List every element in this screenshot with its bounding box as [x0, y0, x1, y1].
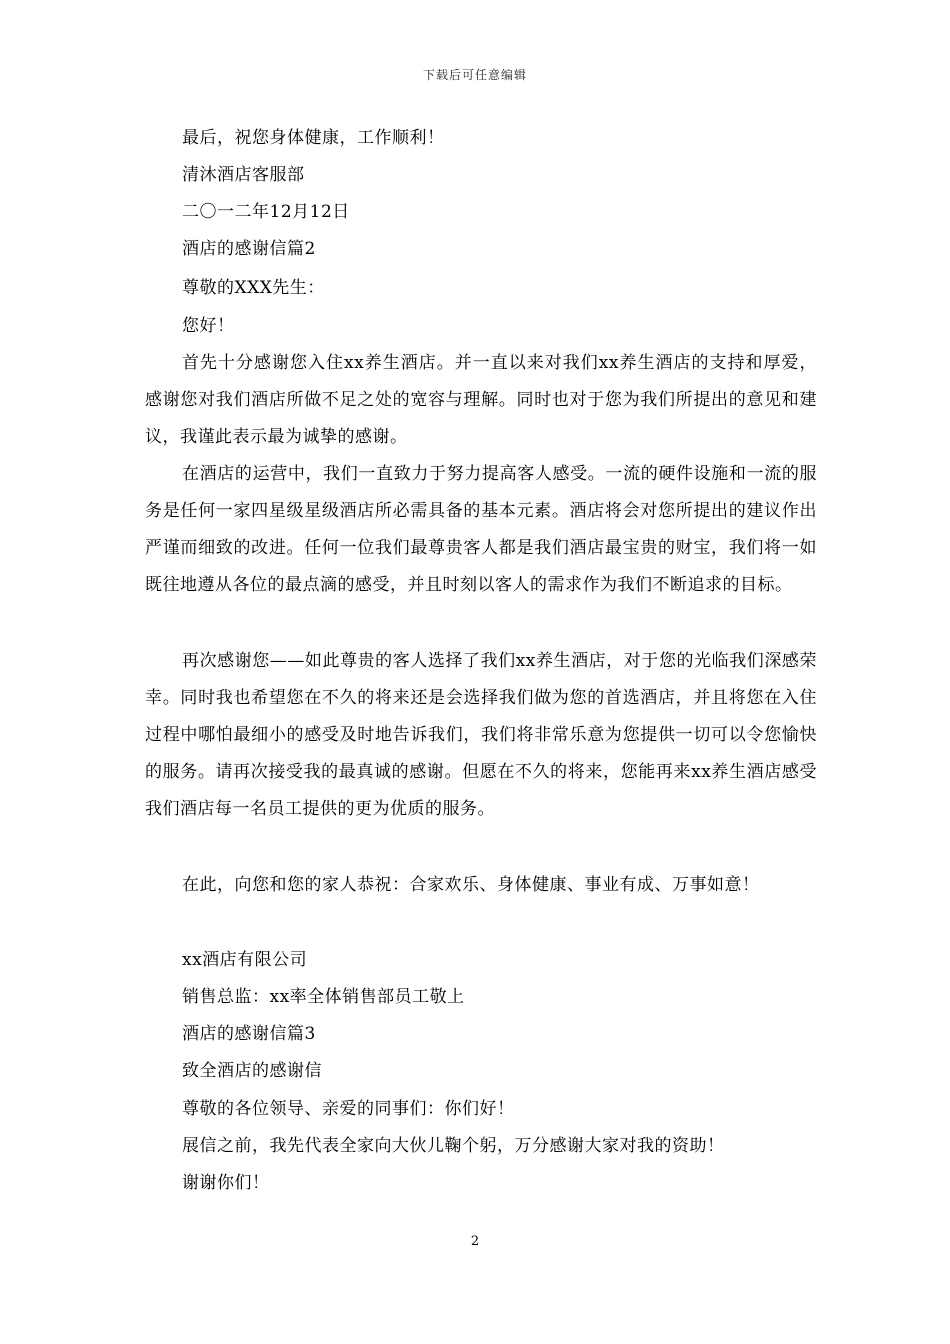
body-paragraph-3: 再次感谢您——如此尊贵的客人选择了我们xx养生酒店，对于您的光临我们深感荣幸。同时我也希望您在不久的将来还是会选择我们做为您的首选酒店，并且将您在入住过程中哪怕最细小的感受及时地告诉我们，我们将非常乐意为您提供一切可以令您愉快的服务。请再次接受我的最真诚的感谢。但愿在不久的将来，您能再来xx养生酒店感受我们酒店每一名员工提供的更为优质的服务。 — [145, 651, 817, 819]
company-name: xx酒店有限公司 — [182, 950, 308, 970]
body-paragraph-2: 在酒店的运营中，我们一直致力于努力提高客人感受。一流的硬件设施和一流的服务是任何一家四星级星级酒店所必需具备的基本元素。酒店将会对您所提出的建议作出严谨而细致的改进。任何一位我们最尊贵客人都是我们酒店最宝贵的财宝，我们将一如既往地遵从各位的最点滴的感受，并且时刻以客人的需求作为我们不断追求的目标。 — [145, 464, 817, 595]
greeting: 您好！ — [182, 316, 235, 336]
header-note: 下载后可任意编辑 — [422, 68, 527, 82]
letter-title: 致全酒店的感谢信 — [182, 1061, 322, 1081]
blessing-line: 在此，向您和您的家人恭祝：合家欢乐、身体健康、事业有成、万事如意！ — [182, 875, 760, 895]
page-number: 2 — [470, 1234, 480, 1249]
body-paragraph-1: 首先十分感谢您入住xx养生酒店。并一直以来对我们xx养生酒店的支持和厚爱，感谢您对我们酒店所做不足之处的宽容与理解。同时也对于您为我们所提出的意见和建议，我谨此表示最为诚挚的感谢。 — [145, 353, 817, 447]
salutation: 尊敬的XXX先生： — [182, 278, 325, 298]
signature-line: 销售总监：xx率全体销售部员工敬上 — [182, 987, 465, 1007]
letter-date: 二〇一二年12月12日 — [182, 202, 350, 222]
section-heading-3: 酒店的感谢信篇3 — [182, 1024, 316, 1044]
opening-line: 展信之前，我先代表全家向大伙儿鞠个躬，万分感谢大家对我的资助！ — [182, 1136, 725, 1156]
closing-wish: 最后，祝您身体健康，工作顺利！ — [182, 128, 445, 148]
salutation-3: 尊敬的各位领导、亲爱的同事们：你们好！ — [182, 1099, 515, 1119]
thanks-line: 谢谢你们！ — [182, 1173, 270, 1193]
section-heading-2: 酒店的感谢信篇2 — [182, 239, 316, 259]
sender-department: 清沐酒店客服部 — [182, 165, 305, 185]
